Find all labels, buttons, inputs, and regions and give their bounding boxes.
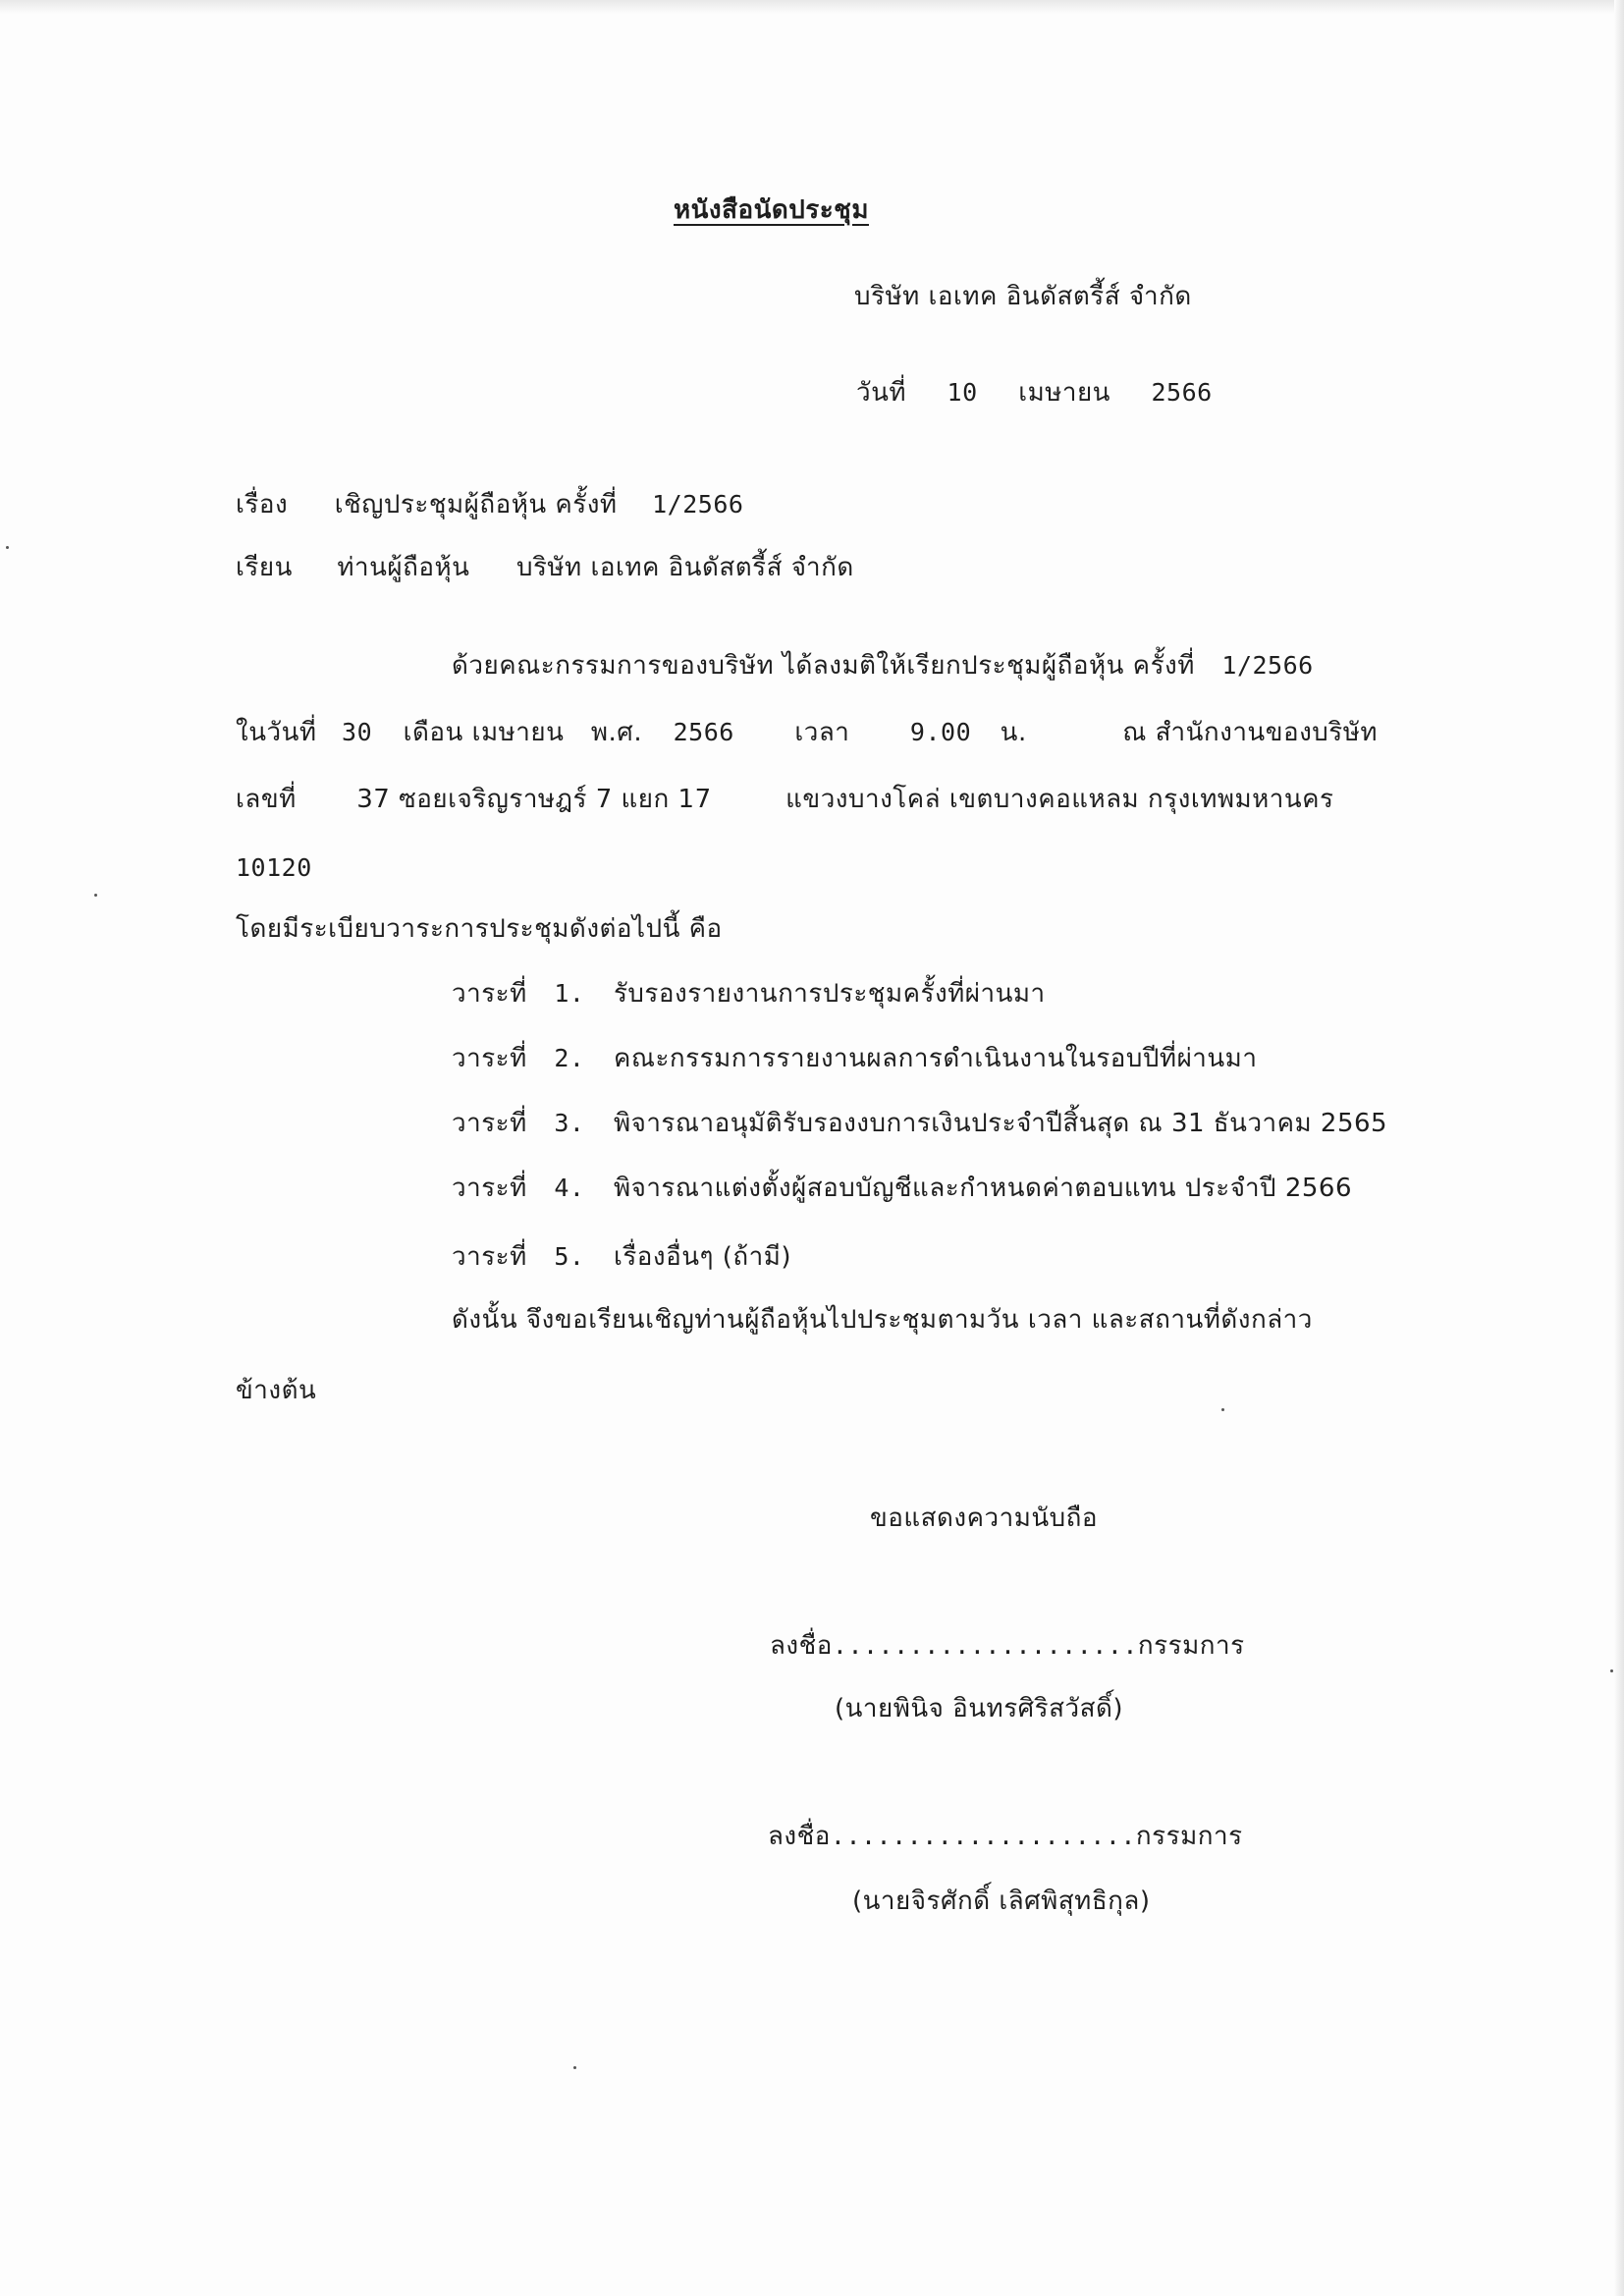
meeting-year: 2566 (673, 718, 734, 746)
agenda-item (452, 976, 1046, 1011)
agenda-item-label: วาระที่ (452, 1242, 527, 1272)
to-company: บริษัท เอเทค อินดัสตรี้ส์ จำกัด (515, 553, 854, 582)
agenda-item-text: พิจารณาแต่งตั้งผู้สอบบัญชีและกำหนดค่าตอบแทน ประจำปี 2566 (613, 1174, 1352, 1203)
scan-speck (1221, 1408, 1224, 1411)
date-day: 10 (947, 378, 978, 407)
signatory-name-1: (นายพินิจ อินทรศิริสวัสดิ์) (835, 1694, 1123, 1723)
meeting-month-label: เดือน (403, 718, 463, 747)
agenda-item-label: วาระที่ (452, 1044, 527, 1073)
agenda-item-label: วาระที่ (452, 1174, 527, 1203)
sign-label: ลงชื่อ (768, 1822, 831, 1851)
meeting-time: 9.00 (909, 718, 972, 746)
sign-role: กรรมการ (1137, 1631, 1245, 1661)
salutation-line (236, 550, 854, 585)
address-label: เลขที่ (236, 785, 297, 814)
meeting-time-unit: น. (1000, 718, 1027, 747)
regards-text: ขอแสดงความนับถือ (870, 1503, 1098, 1533)
sign-role: กรรมการ (1135, 1822, 1243, 1851)
subject-text: เชิญประชุมผู้ถือหุ้น ครั้งที่ (334, 490, 618, 519)
signatory-name-2: (นายจิรศักดิ์ เลิศพิสุทธิกุล) (852, 1886, 1151, 1916)
agenda-item-number: 3. (554, 1109, 585, 1137)
company-name-header: บริษัท เอเทค อินดัสตรี้ส์ จำกัด (854, 282, 1192, 311)
agenda-item-number: 2. (554, 1044, 585, 1072)
date-year: 2566 (1151, 378, 1213, 407)
document-title: หนังสือนัดประชุม (674, 195, 869, 225)
agenda-item (452, 1171, 1352, 1206)
agenda-item-number: 4. (554, 1174, 585, 1202)
agenda-item (452, 1106, 1387, 1141)
scan-edge-right (1614, 0, 1624, 2296)
sign-dots: .................... (830, 1822, 1136, 1850)
to-text: ท่านผู้ถือหุ้น (337, 553, 470, 582)
sign-label: ลงชื่อ (770, 1631, 833, 1661)
agenda-intro: โดยมีระเบียบวาระการประชุมดังต่อไปนี้ คือ (236, 914, 723, 944)
body-line-1-text: ด้วยคณะกรรมการของบริษัท ได้ลงมติให้เรียกประชุมผู้ถือหุ้น ครั้งที่ (452, 651, 1195, 681)
body-line-3 (236, 782, 1334, 817)
subject-label: เรื่อง (236, 490, 289, 519)
agenda-item-text: คณะกรรมการรายงานผลการดำเนินงานในรอบปีที่ผ่านมา (613, 1044, 1258, 1073)
signature-line-2 (768, 1819, 1243, 1854)
signature-line-1 (770, 1628, 1245, 1664)
body-line-1 (452, 648, 1314, 683)
closing-line-1: ดังนั้น จึงขอเรียนเชิญท่านผู้ถือหุ้นไปประชุมตามวัน เวลา และสถานที่ดังกล่าว (452, 1305, 1313, 1335)
meeting-time-label: เวลา (794, 718, 850, 747)
meeting-day-label: ในวันที่ (236, 718, 317, 747)
to-label: เรียน (236, 553, 293, 582)
agenda-item-text: รับรองรายงานการประชุมครั้งที่ผ่านมา (613, 979, 1046, 1009)
address-street: 37 ซอยเจริญราษฎร์ 7 แยก 17 (356, 785, 712, 814)
closing-line-2: ข้างต้น (236, 1376, 317, 1405)
agenda-item-label: วาระที่ (452, 979, 527, 1009)
agenda-item (452, 1239, 791, 1275)
sign-dots: .................... (832, 1631, 1138, 1660)
body-line-1-number: 1/2566 (1221, 651, 1314, 680)
meeting-month: เมษายน (471, 718, 565, 747)
scan-speck (6, 546, 9, 549)
date-month: เมษายน (1018, 378, 1110, 408)
document-date (856, 375, 1213, 410)
subject-line (236, 487, 743, 522)
body-line-2 (236, 715, 1378, 750)
agenda-item-text: พิจารณาอนุมัติรับรองงบการเงินประจำปีสิ้นสุด ณ 31 ธันวาคม 2565 (613, 1109, 1388, 1138)
scan-speck (573, 2066, 576, 2069)
agenda-item (452, 1041, 1257, 1076)
meeting-era: พ.ศ. (590, 718, 643, 747)
agenda-item-text: เรื่องอื่นๆ (ถ้ามี) (613, 1242, 792, 1272)
address-postcode: 10120 (236, 853, 312, 882)
meeting-place: ณ สำนักงานของบริษัท (1122, 718, 1379, 747)
subject-number: 1/2566 (652, 490, 744, 519)
agenda-item-number: 1. (554, 979, 585, 1008)
scan-speck (94, 894, 97, 897)
scan-speck (1610, 1669, 1613, 1672)
date-label: วันที่ (856, 378, 907, 408)
agenda-item-label: วาระที่ (452, 1109, 527, 1138)
scan-edge-top (0, 0, 1624, 14)
meeting-day: 30 (342, 718, 373, 746)
agenda-item-number: 5. (554, 1242, 585, 1271)
address-area: แขวงบางโคล่ เขตบางคอแหลม กรุงเทพมหานคร (785, 785, 1334, 814)
